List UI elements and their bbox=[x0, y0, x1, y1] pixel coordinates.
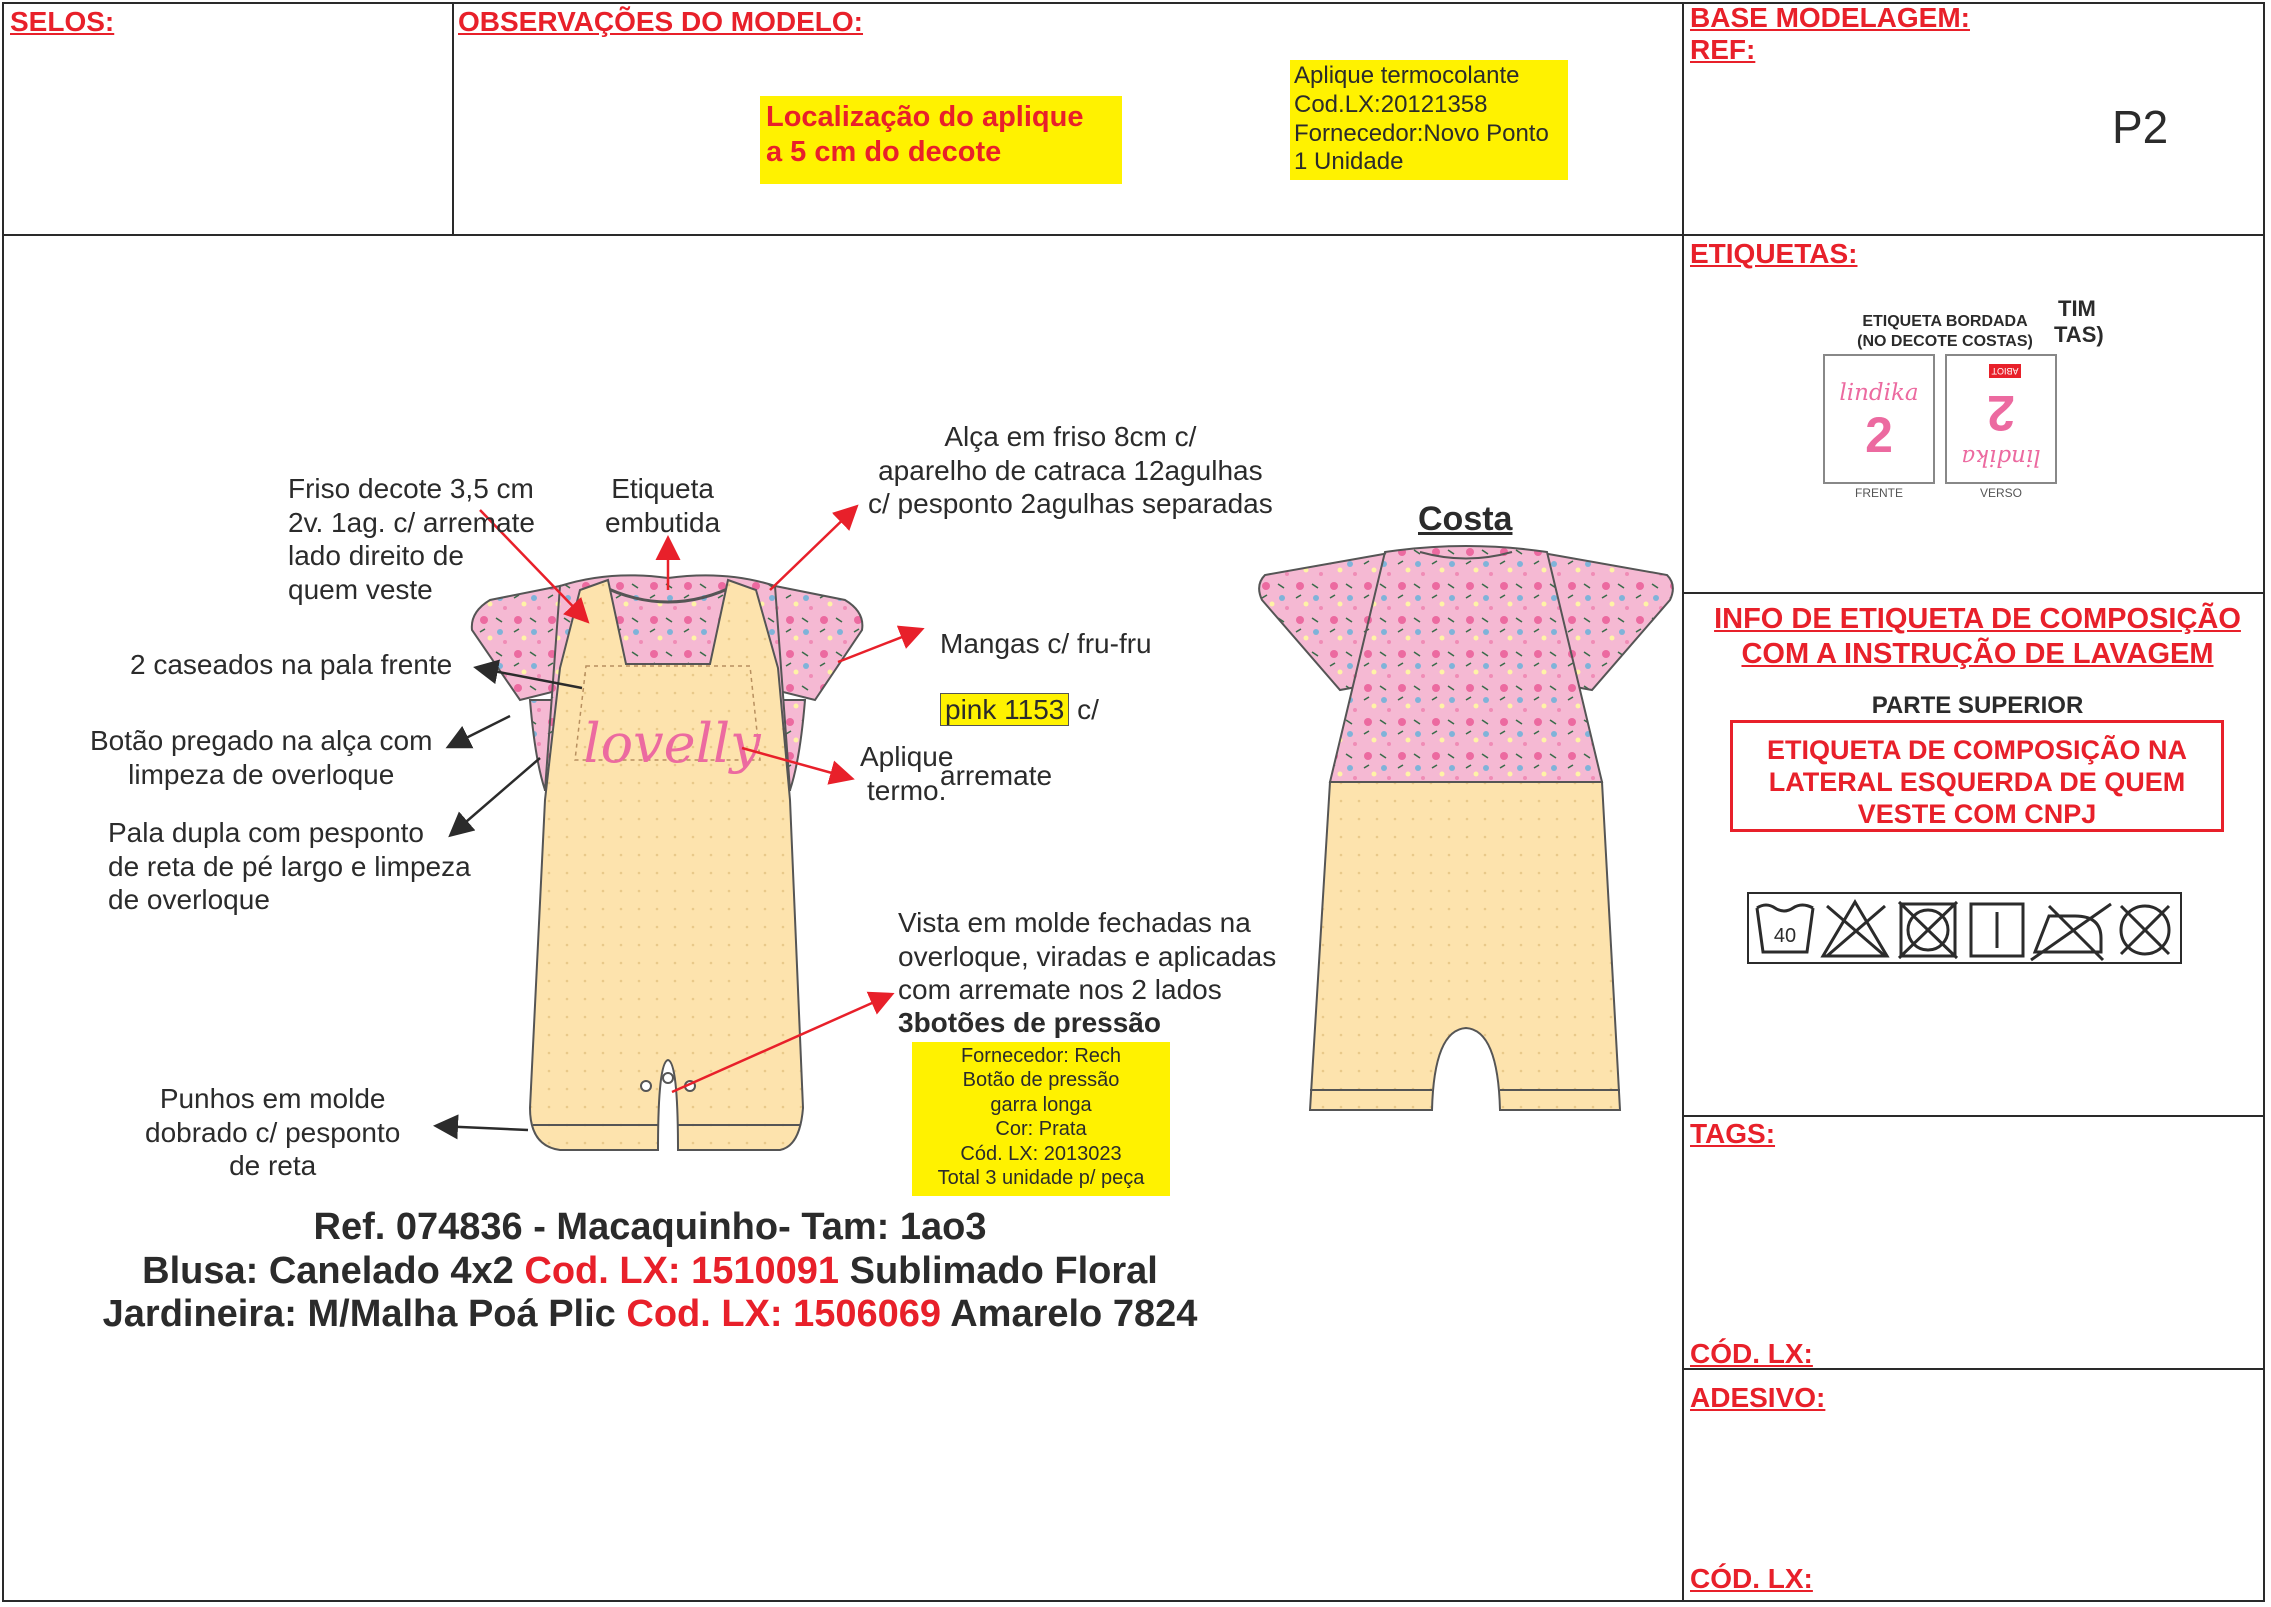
aplique-termo-note: Aplique termo. bbox=[860, 741, 954, 806]
localizacao-line1: Localização do aplique bbox=[766, 101, 1084, 133]
composicao-box-line2: LATERAL ESQUERDA DE QUEM bbox=[1768, 766, 2186, 797]
composicao-title-line1: INFO DE ETIQUETA DE COMPOSIÇÃO bbox=[1714, 603, 2241, 635]
size-text-verso: 2 bbox=[1987, 385, 2015, 441]
ref-line3-code: Cod. LX: 1506069 bbox=[626, 1293, 942, 1336]
composicao-box-line3: VESTE COM CNPJ bbox=[1857, 798, 2097, 829]
parte-superior-label: PARTE SUPERIOR bbox=[1871, 692, 2084, 719]
line-dry-icon bbox=[1971, 904, 2023, 956]
back-garment bbox=[1259, 546, 1673, 1110]
aplique-line2: Cod.LX:20121358 bbox=[1294, 90, 1488, 118]
crotch-snap-1 bbox=[663, 1073, 673, 1083]
ref-line3-b: Amarelo 7824 bbox=[941, 1293, 1198, 1336]
right-column-divider bbox=[1682, 2, 1684, 1602]
composicao-box-line1: ETIQUETA DE COMPOSIÇÃO NA bbox=[1766, 735, 2188, 765]
mangas-after: c/ bbox=[1077, 694, 1099, 726]
wash-temp-text: 40 bbox=[1773, 925, 1797, 947]
observacoes-header: OBSERVAÇÕES DO MODELO: bbox=[458, 6, 864, 37]
crotch-snap-3 bbox=[641, 1081, 651, 1091]
ref-line3 bbox=[60, 1293, 1240, 1337]
localizacao-line2: a 5 cm do decote bbox=[766, 136, 1002, 169]
no-dry-clean-icon bbox=[2121, 906, 2169, 954]
aplique-line3: Fornecedor:Novo Ponto bbox=[1294, 119, 1549, 147]
caseados-note: 2 caseados na pala frente bbox=[130, 649, 453, 680]
verso-red-tag: ABIOT bbox=[1989, 364, 2021, 378]
etiqueta-frente-label bbox=[1823, 354, 1935, 484]
ref-header: REF: bbox=[1690, 34, 1756, 65]
ref-line1: Ref. 074836 - Macaquinho- Tam: 1ao3 bbox=[313, 1206, 987, 1248]
aplique-line4: 1 Unidade bbox=[1294, 148, 1404, 176]
composicao-box bbox=[1730, 720, 2224, 832]
selos-header: SELOS: bbox=[10, 6, 115, 37]
brand-text-frente: lindika bbox=[1839, 380, 1919, 406]
vista-note: Vista em molde fechadas na overloque, viradas e aplicadas com arremate nos 2 lados bbox=[898, 907, 1277, 1006]
ref-line2-code: Cod. LX: 1510091 bbox=[524, 1249, 840, 1292]
no-iron-icon bbox=[2031, 904, 2111, 960]
fornecedor-box: Fornecedor: Rech Botão de pressão garra longa Cor: Prata Cód. LX: 2013023 Total 3 unidade p/ peça bbox=[912, 1042, 1170, 1196]
etiqueta-embutida-note: Etiqueta embutida bbox=[605, 473, 721, 538]
bordada-line2: (NO DECOTE COSTAS) bbox=[1857, 333, 2033, 350]
etiqueta-partial-caption bbox=[2054, 296, 2104, 349]
applique-lovelly-text: lovelly bbox=[583, 712, 761, 775]
bordada-line1: ETIQUETA BORDADA bbox=[1862, 313, 2028, 330]
etiqueta-verso-label bbox=[1945, 354, 2057, 484]
base-modelagem-value: P2 bbox=[2112, 101, 2169, 153]
composicao-title bbox=[1690, 602, 2265, 672]
botoes-pressao-note: 3botões de pressão bbox=[898, 1007, 1161, 1038]
brand-text-verso: lindika bbox=[1961, 444, 2041, 470]
partial-line1: TIM bbox=[2058, 296, 2096, 321]
friso-decote-note: Friso decote 3,5 cm 2v. 1ag. c/ arremate lado direito de quem veste bbox=[288, 473, 535, 605]
ref-line2 bbox=[60, 1250, 1240, 1294]
pink-1153-highlight: pink 1153 bbox=[940, 693, 1069, 726]
composicao-title-line2: COM A INSTRUÇÃO DE LAVAGEM bbox=[1741, 637, 2214, 670]
composicao-divider bbox=[1682, 1115, 2265, 1117]
etiquetas-divider bbox=[1682, 592, 2265, 594]
alca-note: Alça em friso 8cm c/ aparelho de catraca 12agulhas c/ pesponto 2agulhas separadas bbox=[868, 421, 1273, 520]
cod-lx-tags: CÓD. LX: bbox=[1690, 1338, 1813, 1369]
ref-line3-a: Jardineira: M/Malha Poá Plic bbox=[102, 1293, 627, 1336]
no-bleach-icon bbox=[1823, 902, 1887, 956]
verso-caption: VERSO bbox=[1979, 486, 2022, 500]
wash-symbols-strip bbox=[1747, 892, 2182, 964]
costa-label: Costa bbox=[1418, 500, 1513, 538]
size-text-frente: 2 bbox=[1865, 407, 1893, 463]
pala-note: Pala dupla com pesponto de reta de pé largo e limpeza de overloque bbox=[108, 817, 471, 916]
no-tumble-dry-icon bbox=[1899, 902, 1957, 958]
punhos-note: Punhos em molde dobrado c/ pesponto de reta bbox=[145, 1083, 401, 1182]
etiqueta-bordada-caption bbox=[1840, 312, 2050, 352]
ref-line2-b: Sublimado Floral bbox=[839, 1249, 1158, 1292]
cod-lx-adesivo: CÓD. LX: bbox=[1690, 1563, 1813, 1594]
tags-header: TAGS: bbox=[1690, 1118, 1776, 1149]
mangas-line2 bbox=[940, 693, 1152, 726]
ref-line2-a: Blusa: Canelado 4x2 bbox=[142, 1249, 525, 1292]
botao-note: Botão pregado na alça com limpeza de overloque bbox=[90, 725, 433, 790]
mangas-line1: Mangas c/ fru-fru bbox=[940, 628, 1152, 660]
mangas-line3: arremate bbox=[940, 760, 1053, 792]
frente-caption: FRENTE bbox=[1855, 486, 1903, 500]
adesivo-header: ADESIVO: bbox=[1690, 1382, 1826, 1413]
etiquetas-header: ETIQUETAS: bbox=[1690, 238, 1858, 269]
aplique-line1: Aplique termocolante bbox=[1294, 62, 1520, 89]
reference-block bbox=[60, 1206, 1240, 1337]
mangas-note bbox=[940, 594, 1152, 825]
base-modelagem-header: BASE MODELAGEM: bbox=[1690, 2, 1970, 33]
partial-line2: TAS) bbox=[2054, 322, 2104, 348]
